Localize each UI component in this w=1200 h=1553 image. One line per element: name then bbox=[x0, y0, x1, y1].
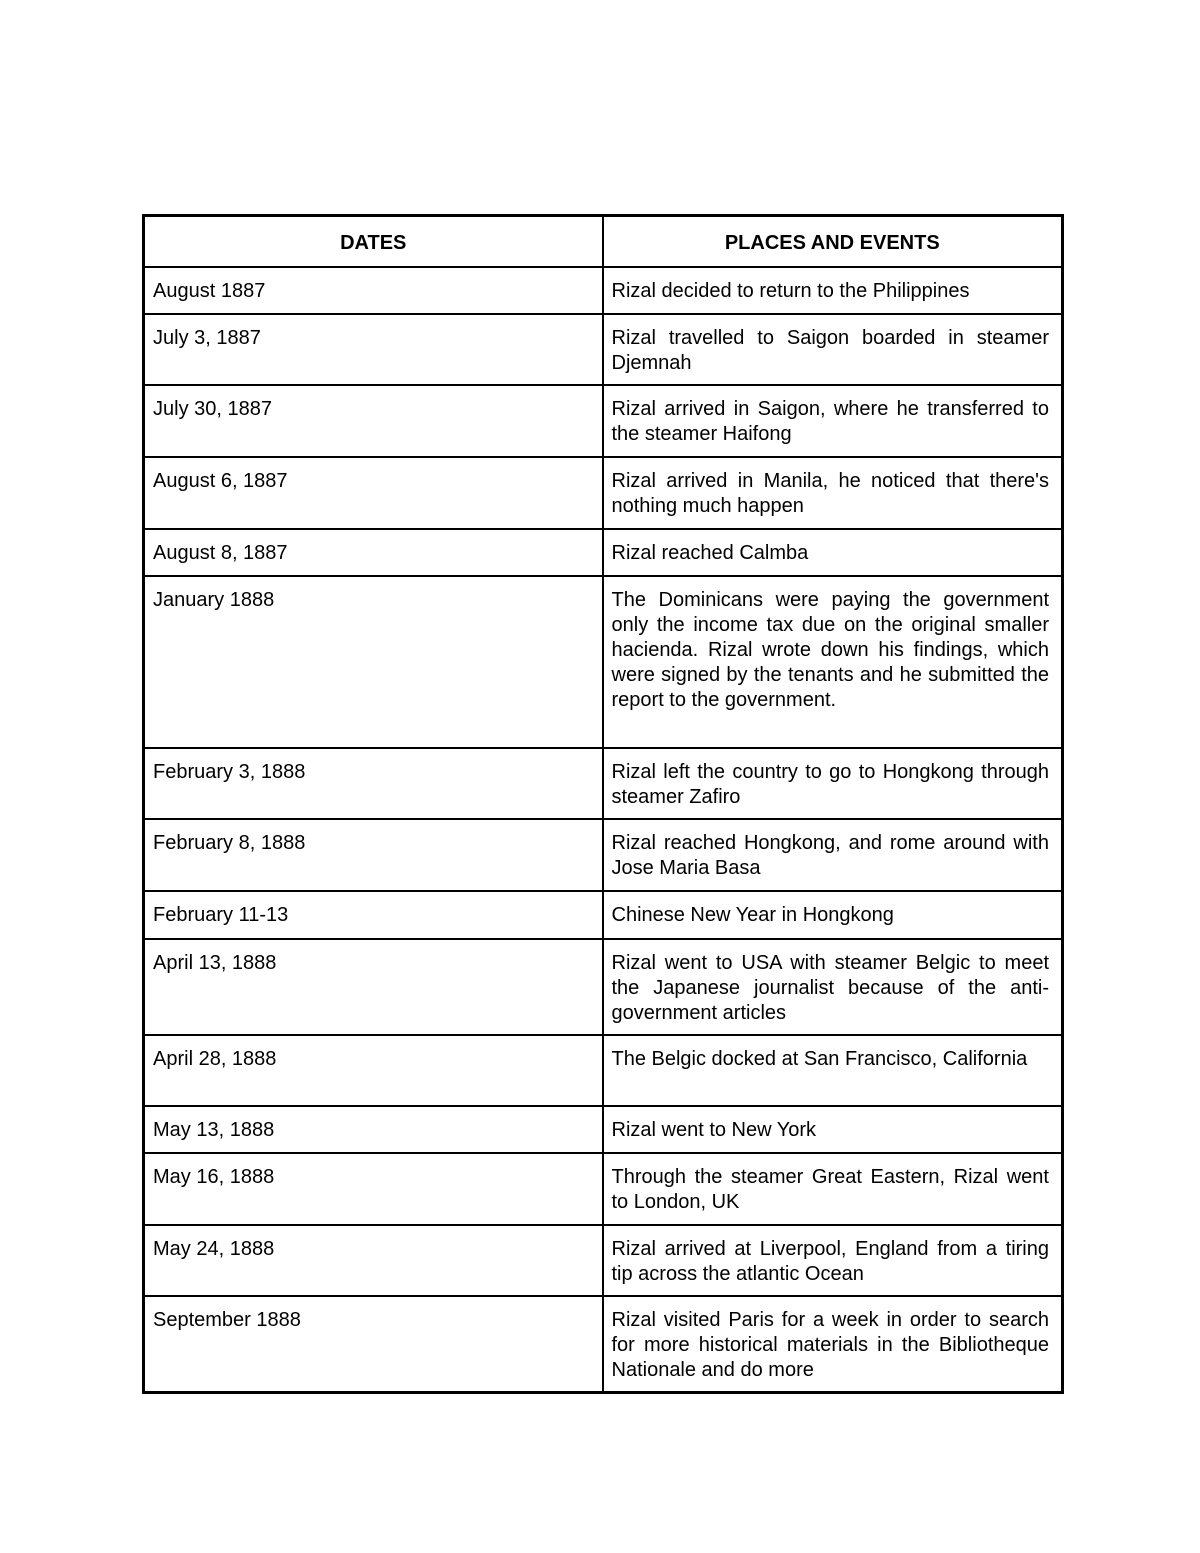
date-cell: May 24, 1888 bbox=[144, 1225, 603, 1296]
table-row bbox=[144, 1035, 1063, 1106]
event-cell: Rizal visited Paris for a week in order to search for more historical materials in the Bibliotheque Nationale and do more bbox=[603, 1296, 1063, 1393]
table-row bbox=[144, 939, 1063, 1035]
date-cell: February 11-13 bbox=[144, 891, 603, 939]
table-row bbox=[144, 748, 1063, 819]
table-row bbox=[144, 385, 1063, 457]
date-cell: May 13, 1888 bbox=[144, 1106, 603, 1153]
date-cell: May 16, 1888 bbox=[144, 1153, 603, 1225]
event-cell: Rizal left the country to go to Hongkong through steamer Zafiro bbox=[603, 748, 1063, 819]
table-row bbox=[144, 891, 1063, 939]
table-row bbox=[144, 1153, 1063, 1225]
date-cell: August 8, 1887 bbox=[144, 529, 603, 576]
table-row bbox=[144, 267, 1063, 314]
event-cell: Rizal arrived in Saigon, where he transferred to the steamer Haifong bbox=[603, 385, 1063, 457]
date-cell: September 1888 bbox=[144, 1296, 603, 1393]
event-cell: Rizal decided to return to the Philippines bbox=[603, 267, 1063, 314]
table-row bbox=[144, 457, 1063, 529]
date-cell: August 6, 1887 bbox=[144, 457, 603, 529]
table-header bbox=[144, 216, 1063, 268]
event-cell: Rizal reached Calmba bbox=[603, 529, 1063, 576]
event-cell: Through the steamer Great Eastern, Rizal went to London, UK bbox=[603, 1153, 1063, 1225]
date-cell: April 28, 1888 bbox=[144, 1035, 603, 1106]
date-cell: April 13, 1888 bbox=[144, 939, 603, 1035]
event-cell: The Dominicans were paying the government only the income tax due on the original smaller hacienda. Rizal wrote down his findings, which were signed by the tenants and he submitted the report to the government. bbox=[603, 576, 1063, 748]
events-column-header: PLACES AND EVENTS bbox=[603, 216, 1063, 268]
date-cell: February 3, 1888 bbox=[144, 748, 603, 819]
table-row bbox=[144, 529, 1063, 576]
date-cell: July 30, 1887 bbox=[144, 385, 603, 457]
timeline-table bbox=[142, 214, 1064, 1394]
event-cell: Rizal went to New York bbox=[603, 1106, 1063, 1153]
table-row bbox=[144, 819, 1063, 891]
event-cell: Rizal travelled to Saigon boarded in steamer Djemnah bbox=[603, 314, 1063, 385]
event-cell: The Belgic docked at San Francisco, California bbox=[603, 1035, 1063, 1106]
date-cell: February 8, 1888 bbox=[144, 819, 603, 891]
date-cell: July 3, 1887 bbox=[144, 314, 603, 385]
table-row bbox=[144, 314, 1063, 385]
event-cell: Chinese New Year in Hongkong bbox=[603, 891, 1063, 939]
dates-column-header: DATES bbox=[144, 216, 603, 268]
event-cell: Rizal arrived at Liverpool, England from a tiring tip across the atlantic Ocean bbox=[603, 1225, 1063, 1296]
table-row bbox=[144, 1296, 1063, 1393]
event-cell: Rizal arrived in Manila, he noticed that there's nothing much happen bbox=[603, 457, 1063, 529]
event-cell: Rizal went to USA with steamer Belgic to meet the Japanese journalist because of the anti-government articles bbox=[603, 939, 1063, 1035]
date-cell: August 1887 bbox=[144, 267, 603, 314]
date-cell: January 1888 bbox=[144, 576, 603, 748]
table-row bbox=[144, 576, 1063, 748]
header-row bbox=[144, 216, 1063, 268]
table-row bbox=[144, 1106, 1063, 1153]
table-body bbox=[144, 267, 1063, 1393]
table-row bbox=[144, 1225, 1063, 1296]
event-cell: Rizal reached Hongkong, and rome around with Jose Maria Basa bbox=[603, 819, 1063, 891]
